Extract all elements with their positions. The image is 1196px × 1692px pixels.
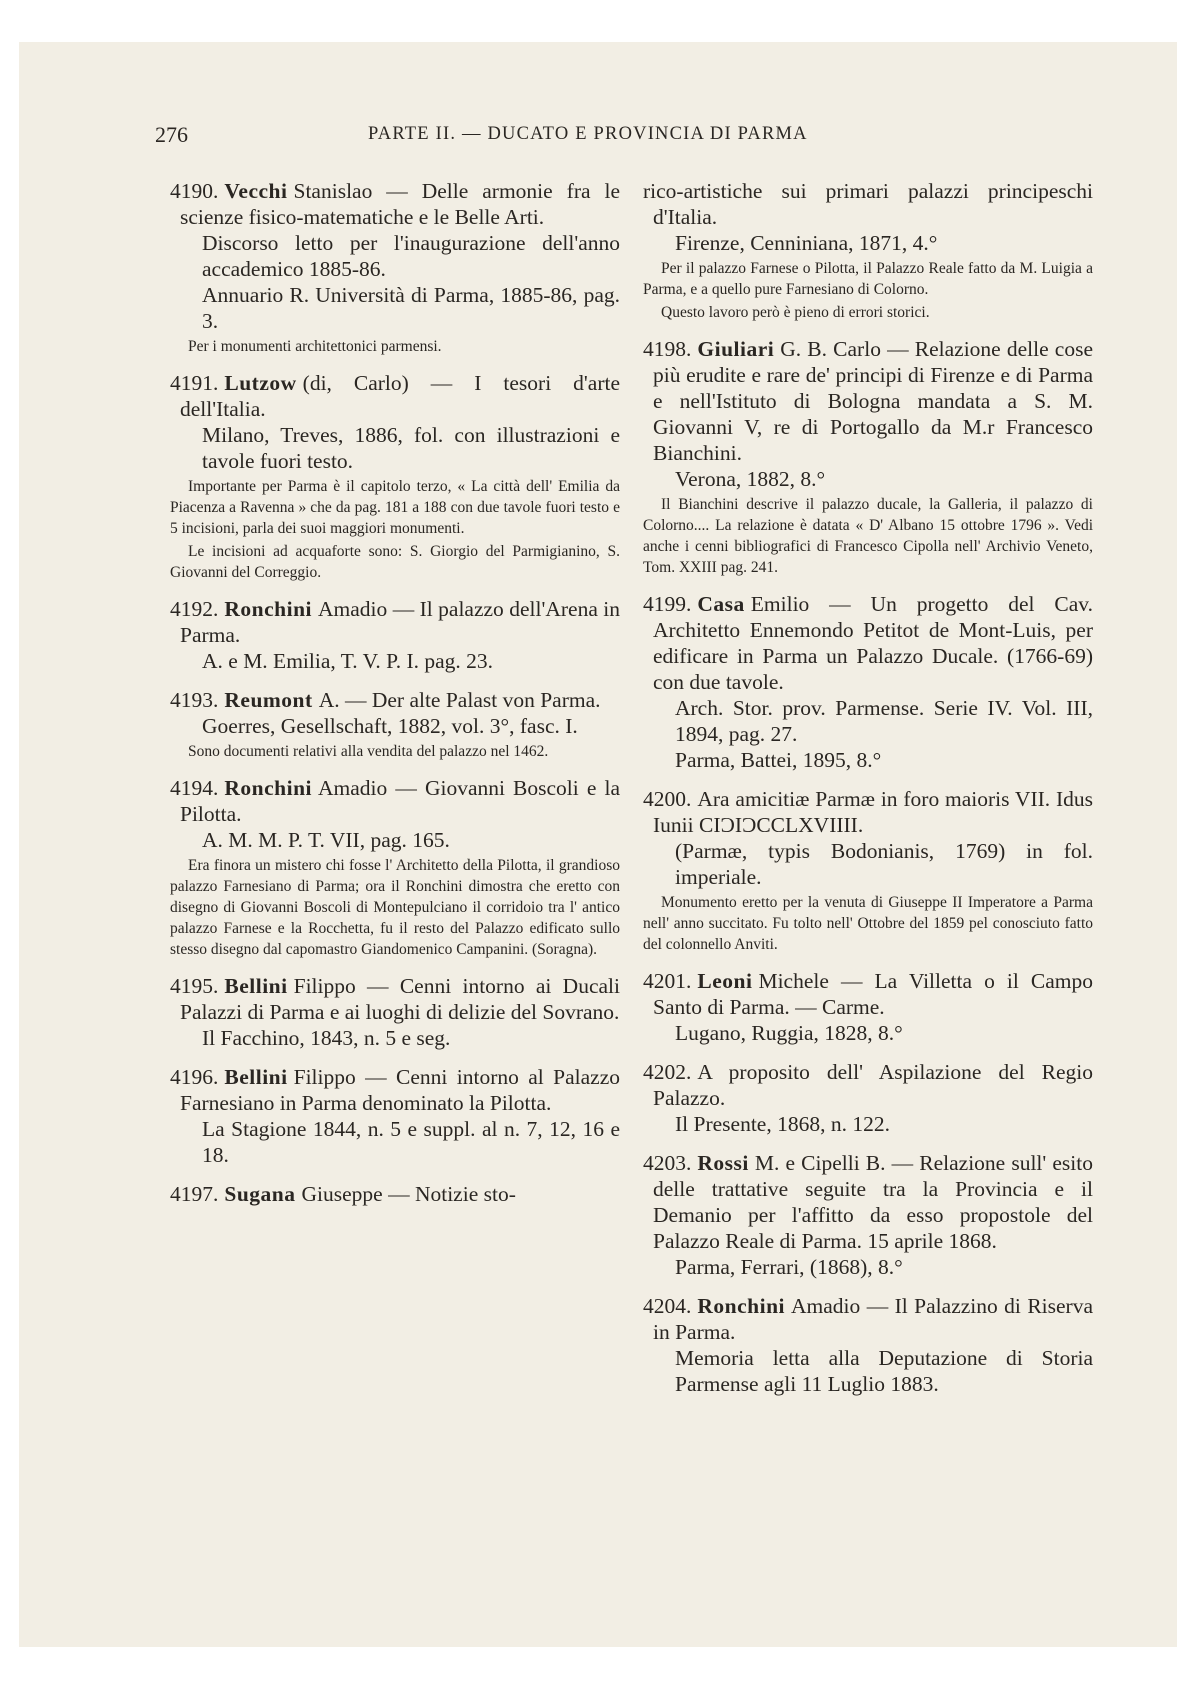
entry-note: Era finora un mistero chi fosse l' Architetto della Pilotta, il grandioso palazzo Farnesiano di Parma; ora il Ronchini dimostra che eretto con disegno di Giovanni Boscoli di Montepulciano il corridoio tra l' antico palazzo Farnese e la Rocchetta, fu il resto del Palazzo edificato sullo stesso disegno dal capomastro Giandomenico Campanini. (Soragna). <box>170 857 620 958</box>
right-column <box>643 178 1093 1410</box>
entry-publication: La Stagione 1844, n. 5 e suppl. al n. 7, 12, 16 e 18. <box>202 1117 620 1167</box>
entry-author: Leoni <box>697 969 753 993</box>
entry-number: 4196. <box>170 1065 219 1089</box>
bibliography-entry <box>643 1059 1093 1137</box>
bibliography-entry <box>643 591 1093 773</box>
entry-title: Amadio — Il palazzo dell'Arena in Parma. <box>180 597 620 647</box>
entry-publication: (Parmæ, typis Bodonianis, 1769) in fol. imperiale. <box>675 839 1093 889</box>
bibliography-entry <box>170 370 620 583</box>
entry-title: (di, Carlo) — I tesori d'arte dell'Italia. <box>180 371 620 421</box>
entry-heading <box>643 178 1093 230</box>
entry-number: 4192. <box>170 597 219 621</box>
entry-number: 4193. <box>170 688 219 712</box>
entry-heading <box>643 1293 1093 1345</box>
bibliography-entry <box>170 973 620 1051</box>
entry-heading <box>643 591 1093 695</box>
bibliography-entry <box>170 1064 620 1168</box>
entry-author: Lutzow <box>224 371 297 395</box>
entry-note: Importante per Parma è il capitolo terzo, « La città dell' Emilia da Piacenza a Ravenna » che da pag. 181 a 188 con due tavole fuori testo e 5 incisioni, parla dei suoi maggiori monumenti. <box>170 478 620 537</box>
entry-heading <box>170 1064 620 1116</box>
entry-heading <box>170 1181 620 1207</box>
entry-note: Le incisioni ad acquaforte sono: S. Giorgio del Parmigianino, S. Giovanni del Correggio. <box>170 543 620 581</box>
running-title: PARTE II. — DUCATO E PROVINCIA DI PARMA <box>368 124 808 144</box>
bibliography-entry <box>643 178 1093 323</box>
entry-note: Per i monumenti architettonici parmensi. <box>188 338 442 355</box>
entry-number: 4200. <box>643 787 692 811</box>
entry-heading <box>643 336 1093 466</box>
entry-title: Ara amicitiæ Parmæ in foro maioris VII. Idus Iunii CIƆIƆCCLXVIIII. <box>653 787 1093 837</box>
entry-title: M. e Cipelli B. — Relazione sull' esito delle trattative seguite tra la Provincia e il Demanio per l'affitto da esso propostole del Palazzo Reale di Parma. 15 aprile 1868. <box>653 1151 1093 1253</box>
entry-heading <box>170 178 620 230</box>
entry-author: Sugana <box>224 1182 296 1206</box>
entry-title: A proposito dell' Aspilazione del Regio Palazzo. <box>653 1060 1093 1110</box>
entry-publication: Parma, Ferrari, (1868), 8.° <box>675 1255 903 1279</box>
entry-note: Il Bianchini descrive il palazzo ducale, la Galleria, il palazzo di Colorno.... La relazione è datata « D' Albano 15 ottobre 1796 ». Vedi anche i cenni bibliografici di Francesco Cipolla nell' Archivio Veneto, Tom. XXIII pag. 241. <box>643 496 1093 576</box>
entry-title: Stanislao — Delle armonie fra le scienze fisico-matematiche e le Belle Arti. <box>180 179 620 229</box>
entry-heading <box>643 786 1093 838</box>
bibliography-entry <box>643 1150 1093 1280</box>
entry-author: Casa <box>697 592 745 616</box>
entry-number: 4194. <box>170 776 219 800</box>
bibliography-entry <box>170 775 620 960</box>
entry-title: G. B. Carlo — Relazione delle cose più erudite e rare de' principi di Firenze e di Parma e nell'Istituto di Bologna mandata a S. M. Giovanni V, re di Portogallo da M.r Francesco Bianchini. <box>653 337 1093 465</box>
entry-title: Amadio — Il Palazzino di Riserva in Parma. <box>653 1294 1093 1344</box>
page-number: 276 <box>155 122 188 147</box>
entry-publication: Memoria letta alla Deputazione di Storia Parmense agli 11 Luglio 1883. <box>675 1346 1093 1396</box>
entry-author: Ronchini <box>224 776 313 800</box>
bibliography-entry <box>643 968 1093 1046</box>
entry-publication: Goerres, Gesellschaft, 1882, vol. 3°, fasc. I. <box>202 714 578 738</box>
entry-number: 4203. <box>643 1151 692 1175</box>
entry-number: 4191. <box>170 371 219 395</box>
entry-number: 4201. <box>643 969 692 993</box>
entry-heading <box>170 687 620 713</box>
entry-publication: Parma, Battei, 1895, 8.° <box>675 748 882 772</box>
left-column <box>170 178 620 1220</box>
bibliography-entry <box>170 1181 620 1207</box>
entry-heading <box>170 596 620 648</box>
bibliography-entry <box>170 687 620 762</box>
entry-publication: Annuario R. Università di Parma, 1885-86, pag. 3. <box>202 283 620 333</box>
page-header <box>0 122 1196 152</box>
entry-note: Sono documenti relativi alla vendita del palazzo nel 1462. <box>188 743 549 760</box>
entry-author: Bellini <box>224 974 288 998</box>
bibliography-entry <box>170 596 620 674</box>
entry-publication: Verona, 1882, 8.° <box>675 467 826 491</box>
bibliography-entry <box>643 1293 1093 1397</box>
entry-author: Bellini <box>224 1065 288 1089</box>
entry-heading <box>170 370 620 422</box>
entry-number: 4202. <box>643 1060 692 1084</box>
entry-publication: Il Presente, 1868, n. 122. <box>675 1112 890 1136</box>
entry-number: 4199. <box>643 592 692 616</box>
entry-heading <box>170 973 620 1025</box>
entry-note: Questo lavoro però è pieno di errori storici. <box>661 304 930 321</box>
entry-number: 4198. <box>643 337 692 361</box>
entry-publication: Firenze, Cenniniana, 1871, 4.° <box>675 231 938 255</box>
entry-author: Rossi <box>697 1151 749 1175</box>
entry-author: Ronchini <box>697 1294 786 1318</box>
bibliography-entry <box>643 336 1093 578</box>
entry-publication: Lugano, Ruggia, 1828, 8.° <box>675 1021 903 1045</box>
entry-publication: A. M. M. P. T. VII, pag. 165. <box>202 828 450 852</box>
entry-publication: Discorso letto per l'inaugurazione dell'anno accademico 1885-86. <box>202 231 620 281</box>
entry-publication: Milano, Treves, 1886, fol. con illustrazioni e tavole fuori testo. <box>202 423 620 473</box>
entry-title: Michele — La Villetta o il Campo Santo di Parma. — Carme. <box>653 969 1093 1019</box>
bibliography-entry <box>643 786 1093 955</box>
entry-number: 4195. <box>170 974 219 998</box>
entry-title: Amadio — Giovanni Boscoli e la Pilotta. <box>180 776 620 826</box>
entry-title: Emilio — Un progetto del Cav. Architetto Ennemondo Petitot de Mont-Luis, per edificare in Parma un Palazzo Ducale. (1766-69) con due tavole. <box>653 592 1093 694</box>
entry-publication: Arch. Stor. prov. Parmense. Serie IV. Vol. III, 1894, pag. 27. <box>675 696 1093 746</box>
entry-title: Giuseppe — Notizie sto- <box>301 1182 516 1206</box>
entry-heading <box>643 1059 1093 1111</box>
entry-number: 4204. <box>643 1294 692 1318</box>
entry-note: Monumento eretto per la venuta di Giuseppe II Imperatore a Parma nell' anno succitato. Fu tolto nell' Ottobre del 1859 pel conosciuto fatto del colonnello Anviti. <box>643 894 1093 953</box>
entry-heading <box>643 1150 1093 1254</box>
entry-author: Reumont <box>224 688 313 712</box>
entry-title: rico-artistiche sui primari palazzi principeschi d'Italia. <box>643 179 1093 229</box>
entry-title: Filippo — Cenni intorno al Palazzo Farnesiano in Parma denominato la Pilotta. <box>180 1065 620 1115</box>
bibliography-entry <box>170 178 620 357</box>
entry-title: Filippo — Cenni intorno ai Ducali Palazzi di Parma e ai luoghi di delizie del Sovrano. <box>180 974 620 1024</box>
entry-number: 4197. <box>170 1182 219 1206</box>
entry-author: Ronchini <box>224 597 313 621</box>
entry-note: Per il palazzo Farnese o Pilotta, il Palazzo Reale fatto da M. Luigia a Parma, e a quello pure Farnesiano di Colorno. <box>643 260 1093 298</box>
entry-heading <box>170 775 620 827</box>
entry-author: Vecchi <box>224 179 288 203</box>
entry-publication: A. e M. Emilia, T. V. P. I. pag. 23. <box>202 649 494 673</box>
entry-publication: Il Facchino, 1843, n. 5 e seg. <box>202 1026 451 1050</box>
entry-title: A. — Der alte Palast von Parma. <box>318 688 601 712</box>
entry-number: 4190. <box>170 179 219 203</box>
entry-author: Giuliari <box>697 337 775 361</box>
entry-heading <box>643 968 1093 1020</box>
